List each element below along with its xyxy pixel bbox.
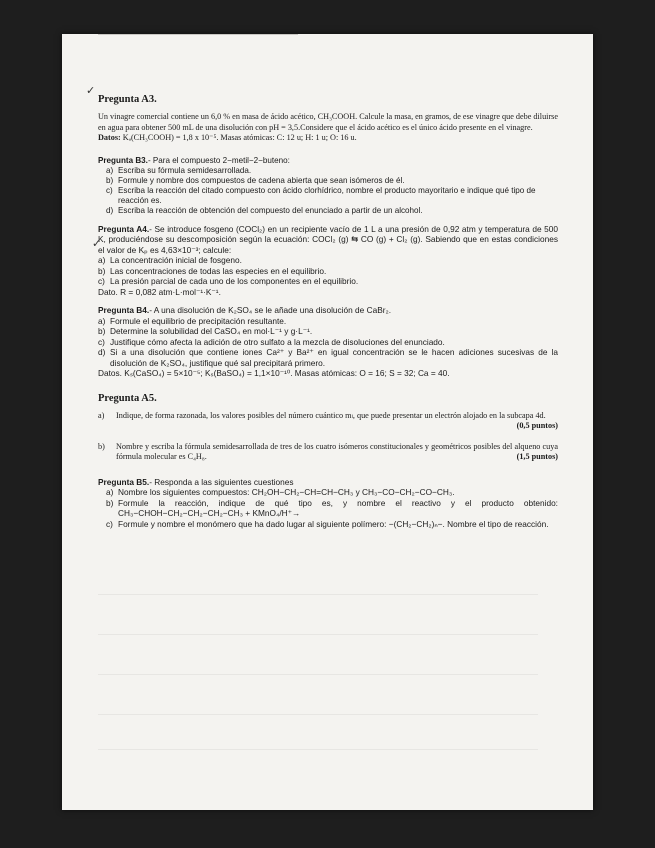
question-b4 <box>98 305 558 379</box>
questions <box>98 94 558 537</box>
bleed-through-line <box>98 749 538 750</box>
item-list <box>98 411 558 463</box>
item-list <box>106 166 558 216</box>
item-list <box>106 487 558 529</box>
question-b5 <box>98 477 558 530</box>
question-a3 <box>98 94 558 144</box>
question-data: Kₐ(CH₃COOH) = 1,8 x 10⁻⁵. Masas atómicas: C: 12 u; H: 1 u; O: 16 u. <box>120 133 357 142</box>
question-intro: - Se introduce fosgeno (COCl₂) en un recipiente vacío de 1 L a una presión de 0,92 atm y temperatura de 500 K, produciéndose su descomposición según la ecuación: COCl₂ (g) ⇆ CO (g) + Cl₂ (g). Sabiendo que en estas condiciones el valor de Kₚ es 4,63×10⁻³; calcule: <box>98 223 558 255</box>
question-b3 <box>98 156 558 216</box>
check-mark-icon: ✓ <box>86 85 96 97</box>
question-data: Dato. R = 0,082 atm·L·mol⁻¹·K⁻¹. <box>98 286 221 297</box>
list-item: a) Formule el equilibrio de precipitación resultante. <box>98 315 287 326</box>
question-intro: - Para el compuesto 2−metil−2−buteno: <box>147 155 290 165</box>
bleed-through-line <box>98 674 538 675</box>
list-item: b) Nombre y escriba la fórmula semidesarrollada de tres de los cuatro isómeros constitucionales y geométricos posibles del alqueno cuya fórmula molecular es C₄H₈. (1,5 puntos) <box>98 441 558 461</box>
check-mark-icon: ✓ <box>92 238 102 250</box>
points-label: (1,5 puntos) <box>516 452 558 461</box>
item-list <box>98 316 558 369</box>
list-item: a) La concentración inicial de fosgeno. <box>98 255 242 265</box>
points-label: (0,5 puntos) <box>516 421 558 430</box>
question-title: Pregunta B3. <box>98 155 148 165</box>
list-item: a) Indique, de forma razonada, los valores posibles del número cuántico mₗ, que puede presentar un electrón alojado en la subcapa 4d. (0,5 puntos) <box>98 410 558 430</box>
data-label: Datos: <box>98 133 121 142</box>
list-item: b) Formule la reacción, indique de qué tipo es, y nombre el reactivo y el producto obtenido: CH₃−CHOH−CH₂−CH₂−CH₂−CH₃ + KMnO₄/H⁺→ <box>106 497 558 518</box>
top-rule <box>98 34 298 35</box>
exam-page <box>62 34 593 810</box>
list-item: b) Formule y nombre dos compuestos de cadena abierta que sean isómeros de él. <box>106 175 405 185</box>
question-intro: - A una disolución de K₂SO₄ se le añade una disolución de CaBr₂. <box>149 305 392 315</box>
list-item: c) Formule y nombre el monómero que ha dado lugar al siguiente polímero: −(CH₂−CH₂)ₙ−. Nombre el tipo de reacción. <box>106 518 549 529</box>
question-a4 <box>98 224 558 298</box>
list-item: b) Las concentraciones de todas las especies en el equilibrio. <box>98 265 327 276</box>
question-a5 <box>98 393 558 463</box>
question-title: Pregunta A3. <box>98 94 157 105</box>
question-title: Pregunta B4. <box>98 305 150 315</box>
list-item: b) Determine la solubilidad del CaSO₄ en mol·L⁻¹ y g·L⁻¹. <box>98 326 313 336</box>
item-list <box>98 255 558 287</box>
list-item: c) Justifique cómo afecta la adición de otro sulfato a la mezcla de disoluciones del enunciado. <box>98 336 445 347</box>
list-item: a) Escriba su fórmula semidesarrollada. <box>106 165 252 175</box>
question-title: Pregunta A5. <box>98 392 157 404</box>
question-intro: - Responda a las siguientes cuestiones <box>149 476 294 487</box>
question-title: Pregunta B5. <box>98 476 150 487</box>
list-item: c) Escriba la reacción del citado compuesto con ácido clorhídrico, nombre el producto mayoritario e indique qué tipo de reacción es. <box>106 185 536 205</box>
bleed-through-line <box>98 634 538 635</box>
question-title: Pregunta A4. <box>98 223 150 234</box>
list-item: d) Escriba la reacción de obtención del compuesto del enunciado a partir de un alcohol. <box>106 205 423 215</box>
question-body: Un vinagre comercial contiene un 6,0 % en masa de ácido acético, CH₃COOH. Calcule la masa, en gramos, de ese vinagre que debe diluirse en agua para obtener 500 mL de una disolución con pH = 3,5.Considere que el ácido acético es el único ácido presente en el vinagre. <box>98 112 558 132</box>
bleed-through-line <box>98 594 538 595</box>
question-data: Datos. Kₛ(CaSO₄) = 5×10⁻⁵; Kₛ(BaSO₄) = 1,1×10⁻¹⁰. Masas atómicas: O = 16; S = 32; Ca = 40. <box>98 368 450 378</box>
list-item: c) La presión parcial de cada uno de los componentes en el equilibrio. <box>98 276 359 286</box>
list-item: d) Si a una disolución que contiene iones Ca²⁺ y Ba²⁺ en igual concentración se le hacen adiciones sucesivas de la disolución de K₂SO₄, justifique qué sal precipitará primero. <box>98 347 558 368</box>
bleed-through-line <box>98 714 538 715</box>
list-item: a) Nombre los siguientes compuestos: CH₂OH−CH₂−CH=CH−CH₃ y CH₃−CO−CH₂−CO−CH₃. <box>106 487 455 497</box>
